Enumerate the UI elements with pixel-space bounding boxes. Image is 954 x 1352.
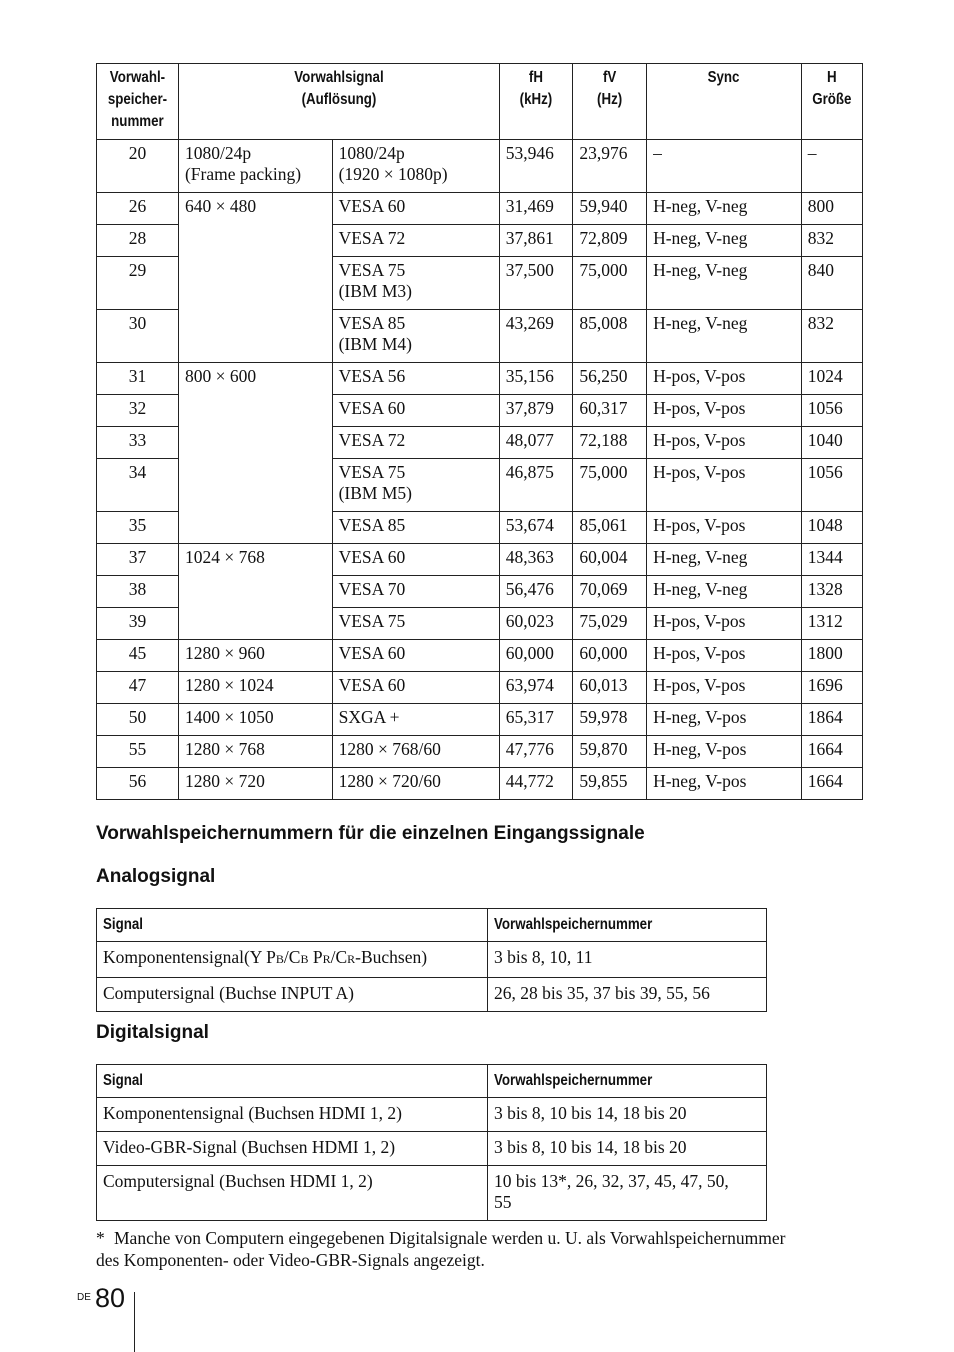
cell-fh: 37,861 (499, 225, 573, 257)
cell-resolution: 1280 × 960 (178, 640, 332, 672)
header-preset-number: Vorwahl- speicher- nummer (97, 64, 179, 140)
cell-value: 10 bis 13*, 26, 32, 37, 45, 47, 50, 55 (488, 1166, 767, 1221)
cell-fv: 72,188 (573, 427, 647, 459)
header-preset-number: Vorwahlspeichernummer (488, 1065, 767, 1098)
cell-sync: H-pos, V-pos (647, 640, 802, 672)
cell-value: 3 bis 8, 10 bis 14, 18 bis 20 (488, 1132, 767, 1166)
cell-fv: 59,870 (573, 736, 647, 768)
table-row (97, 544, 863, 576)
cell-fh: 60,000 (499, 640, 573, 672)
footnote-line-2: des Komponenten- oder Video-GBR-Signals angezeigt. (96, 1250, 485, 1270)
cell-nr: 28 (97, 225, 179, 257)
cell-fh: 48,077 (499, 427, 573, 459)
cell-sync: H-neg, V-neg (647, 544, 802, 576)
cell-nr: 35 (97, 512, 179, 544)
cell-sync: H-neg, V-neg (647, 310, 802, 363)
cell-signal: Video-GBR-Signal (Buchsen HDMI 1, 2) (97, 1132, 488, 1166)
cell-fv: 75,000 (573, 459, 647, 512)
cell-sync: H-neg, V-pos (647, 768, 802, 800)
analog-heading: Analogsignal (96, 866, 216, 887)
cell-sync: – (647, 140, 802, 193)
cell-sync: H-pos, V-pos (647, 395, 802, 427)
cell-h: 1696 (801, 672, 862, 704)
cell-h: 1312 (801, 608, 862, 640)
cell-h: 1664 (801, 768, 862, 800)
cell-nr: 37 (97, 544, 179, 576)
cell-signal: VESA 85 (IBM M4) (332, 310, 499, 363)
cell-sync: H-neg, V-pos (647, 736, 802, 768)
cell-nr: 55 (97, 736, 179, 768)
cell-sync: H-pos, V-pos (647, 672, 802, 704)
cell-signal: VESA 60 (332, 544, 499, 576)
cell-fv: 23,976 (573, 140, 647, 193)
cell-signal: Computersignal (Buchsen HDMI 1, 2) (97, 1166, 488, 1221)
footnote (96, 1227, 866, 1271)
table-row (97, 1166, 767, 1221)
header-preset-number: Vorwahlspeichernummer (488, 909, 767, 942)
table-row (97, 1132, 767, 1166)
header-h-size: H Größe (801, 64, 862, 140)
cell-signal: VESA 60 (332, 640, 499, 672)
cell-resolution: 1280 × 1024 (178, 672, 332, 704)
cell-value: 26, 28 bis 35, 37 bis 39, 55, 56 (488, 978, 767, 1012)
cell-resolution: 1024 × 768 (178, 544, 332, 640)
cell-sync: H-neg, V-neg (647, 225, 802, 257)
cell-nr: 45 (97, 640, 179, 672)
cell-signal: VESA 72 (332, 225, 499, 257)
cell-signal: VESA 75 (IBM M5) (332, 459, 499, 512)
cell-nr: 47 (97, 672, 179, 704)
cell-signal: 1080/24p (1920 × 1080p) (332, 140, 499, 193)
cell-sync: H-neg, V-neg (647, 193, 802, 225)
cell-signal: SXGA + (332, 704, 499, 736)
cell-fh: 53,674 (499, 512, 573, 544)
cell-fv: 59,855 (573, 768, 647, 800)
table-row (97, 363, 863, 395)
cell-fh: 47,776 (499, 736, 573, 768)
cell-resolution: 640 × 480 (178, 193, 332, 363)
cell-signal: VESA 85 (332, 512, 499, 544)
page-language: DE (77, 1292, 91, 1303)
cell-fh: 35,156 (499, 363, 573, 395)
cell-sync: H-pos, V-pos (647, 427, 802, 459)
cell-h: 1048 (801, 512, 862, 544)
cell-fv: 75,000 (573, 257, 647, 310)
cell-nr: 56 (97, 768, 179, 800)
cell-signal: VESA 60 (332, 672, 499, 704)
cell-fh: 48,363 (499, 544, 573, 576)
cell-fv: 59,978 (573, 704, 647, 736)
header-fh: fH (kHz) (499, 64, 573, 140)
cell-fv: 72,809 (573, 225, 647, 257)
cell-fv: 60,004 (573, 544, 647, 576)
cell-fv: 60,013 (573, 672, 647, 704)
cell-signal: 1280 × 720/60 (332, 768, 499, 800)
cell-signal: 1280 × 768/60 (332, 736, 499, 768)
cell-h: 1056 (801, 459, 862, 512)
cell-h: – (801, 140, 862, 193)
section-heading: Vorwahlspeichernummern für die einzelnen Eingangssignale (96, 823, 645, 844)
cell-signal: VESA 72 (332, 427, 499, 459)
cell-sync: H-neg, V-neg (647, 257, 802, 310)
cell-fv: 85,008 (573, 310, 647, 363)
cell-fh: 60,023 (499, 608, 573, 640)
cell-resolution: 1280 × 768 (178, 736, 332, 768)
cell-fh: 63,974 (499, 672, 573, 704)
cell-h: 1328 (801, 576, 862, 608)
cell-h: 1800 (801, 640, 862, 672)
table-row (97, 768, 863, 800)
cell-fh: 31,469 (499, 193, 573, 225)
table-row (97, 193, 863, 225)
cell-fh: 37,879 (499, 395, 573, 427)
cell-value: 3 bis 8, 10, 11 (488, 942, 767, 978)
cell-fv: 75,029 (573, 608, 647, 640)
table-row (97, 140, 863, 193)
cell-resolution: 1400 × 1050 (178, 704, 332, 736)
cell-fv: 70,069 (573, 576, 647, 608)
cell-fh: 56,476 (499, 576, 573, 608)
cell-signal: VESA 56 (332, 363, 499, 395)
cell-fv: 60,317 (573, 395, 647, 427)
cell-signal: Komponentensignal(Y PB/CB PR/CR-Buchsen) (97, 942, 488, 978)
header-preset-signal: Vorwahlsignal (Auflösung) (178, 64, 499, 140)
cell-sync: H-pos, V-pos (647, 512, 802, 544)
footnote-line-1: Manche von Computern eingegebenen Digitalsignale werden u. U. als Vorwahlspeichernummer (114, 1228, 786, 1248)
signal-table-header (97, 64, 863, 140)
cell-nr: 39 (97, 608, 179, 640)
digital-table (96, 1064, 767, 1221)
cell-h: 1056 (801, 395, 862, 427)
cell-h: 1344 (801, 544, 862, 576)
signal-table (96, 63, 863, 800)
digital-heading: Digitalsignal (96, 1022, 209, 1043)
table-row (97, 736, 863, 768)
cell-nr: 29 (97, 257, 179, 310)
cell-fv: 60,000 (573, 640, 647, 672)
header-fv: fV (Hz) (573, 64, 647, 140)
cell-h: 800 (801, 193, 862, 225)
cell-nr: 32 (97, 395, 179, 427)
table-row (97, 1098, 767, 1132)
cell-fv: 85,061 (573, 512, 647, 544)
cell-signal: VESA 60 (332, 395, 499, 427)
footnote-mark: * (96, 1228, 105, 1248)
cell-h: 840 (801, 257, 862, 310)
cell-nr: 34 (97, 459, 179, 512)
cell-signal: Computersignal (Buchse INPUT A) (97, 978, 488, 1012)
cell-fh: 65,317 (499, 704, 573, 736)
cell-nr: 38 (97, 576, 179, 608)
analog-table-header (97, 909, 767, 942)
cell-sync: H-pos, V-pos (647, 363, 802, 395)
cell-resolution: 800 × 600 (178, 363, 332, 544)
cell-nr: 30 (97, 310, 179, 363)
page-divider (134, 1292, 135, 1352)
cell-fh: 37,500 (499, 257, 573, 310)
cell-resolution: 1280 × 720 (178, 768, 332, 800)
cell-fv: 59,940 (573, 193, 647, 225)
cell-h: 1040 (801, 427, 862, 459)
digital-table-header (97, 1065, 767, 1098)
cell-nr: 20 (97, 140, 179, 193)
cell-fh: 46,875 (499, 459, 573, 512)
cell-signal: VESA 75 (332, 608, 499, 640)
analog-table (96, 908, 767, 1012)
page-number: 80 (95, 1283, 126, 1313)
cell-h: 1024 (801, 363, 862, 395)
cell-value: 3 bis 8, 10 bis 14, 18 bis 20 (488, 1098, 767, 1132)
cell-fh: 43,269 (499, 310, 573, 363)
cell-h: 1864 (801, 704, 862, 736)
cell-h: 1664 (801, 736, 862, 768)
cell-fh: 44,772 (499, 768, 573, 800)
cell-fv: 56,250 (573, 363, 647, 395)
table-row (97, 640, 863, 672)
cell-nr: 26 (97, 193, 179, 225)
cell-nr: 31 (97, 363, 179, 395)
cell-sync: H-neg, V-neg (647, 576, 802, 608)
table-row (97, 672, 863, 704)
cell-h: 832 (801, 310, 862, 363)
table-row (97, 704, 863, 736)
header-signal: Signal (97, 909, 488, 942)
cell-signal: VESA 60 (332, 193, 499, 225)
cell-signal: VESA 75 (IBM M3) (332, 257, 499, 310)
cell-sync: H-neg, V-pos (647, 704, 802, 736)
cell-fh: 53,946 (499, 140, 573, 193)
table-row (97, 978, 767, 1012)
cell-sync: H-pos, V-pos (647, 608, 802, 640)
cell-sync: H-pos, V-pos (647, 459, 802, 512)
table-row (97, 942, 767, 978)
cell-nr: 33 (97, 427, 179, 459)
header-sync: Sync (647, 64, 802, 140)
cell-signal: VESA 70 (332, 576, 499, 608)
cell-h: 832 (801, 225, 862, 257)
cell-nr: 50 (97, 704, 179, 736)
header-signal: Signal (97, 1065, 488, 1098)
cell-signal: Komponentensignal (Buchsen HDMI 1, 2) (97, 1098, 488, 1132)
cell-resolution: 1080/24p (Frame packing) (178, 140, 332, 193)
